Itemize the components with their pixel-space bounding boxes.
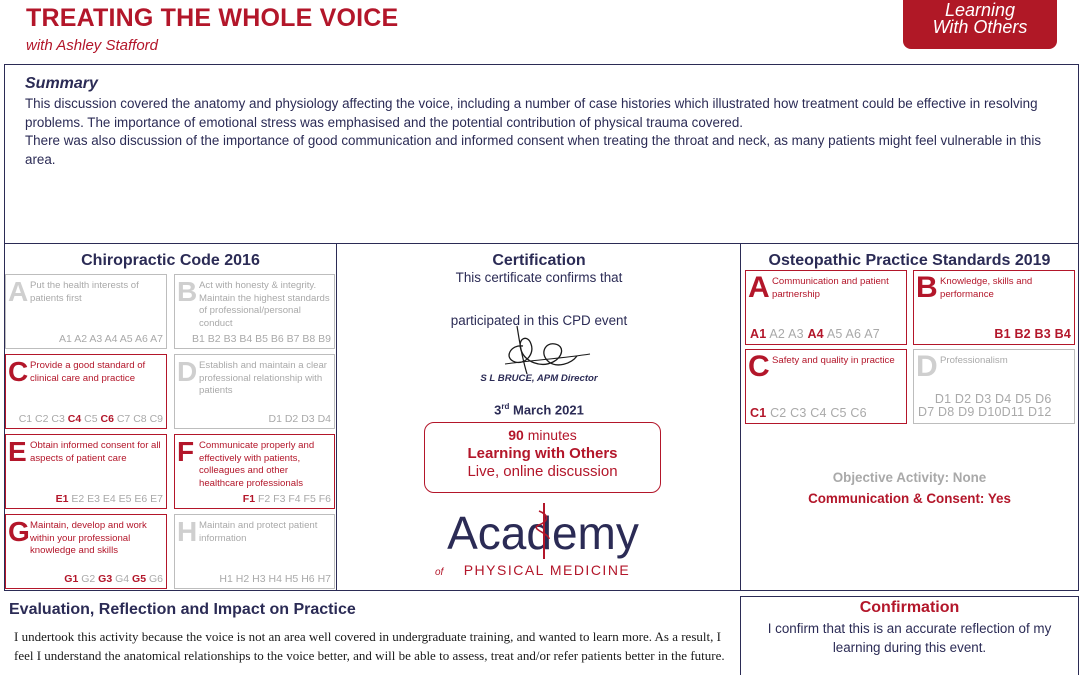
osteo-standard-description: Professionalism bbox=[940, 355, 1008, 366]
chiro-standard-code: B3 bbox=[223, 333, 237, 345]
chiro-standard-box-d bbox=[174, 354, 335, 429]
osteopathic-standards-panel bbox=[740, 243, 1079, 591]
chiro-standard-code: C7 bbox=[116, 413, 131, 425]
chiropractic-code-title: Chiropractic Code 2016 bbox=[81, 252, 260, 269]
participated-text: participated in this CPD event bbox=[450, 313, 628, 328]
summary-text bbox=[25, 95, 1065, 169]
badge-line-1: Learning bbox=[944, 0, 1016, 20]
chiro-standard-code: B2 bbox=[207, 333, 221, 345]
chiro-standard-code: G2 bbox=[81, 573, 96, 585]
chiro-standard-code: C3 bbox=[51, 413, 65, 425]
chiro-standard-code: H3 bbox=[252, 573, 266, 585]
chiro-standard-code: A7 bbox=[150, 333, 163, 345]
chiro-standard-letter: F bbox=[177, 436, 195, 467]
osteo-standard-description: Safety and quality in practice bbox=[772, 355, 895, 366]
osteo-standard-code: A3 bbox=[788, 327, 804, 341]
chiro-standard-box-f bbox=[174, 434, 335, 509]
chiro-standard-code: E3 bbox=[87, 493, 100, 505]
chiro-standard-description: Obtain informed consent for all aspects of patient care bbox=[30, 440, 161, 464]
chiro-standard-code: H1 bbox=[219, 573, 233, 585]
chiro-standard-codes bbox=[268, 413, 331, 425]
chiro-standard-code: E4 bbox=[102, 493, 116, 505]
chiro-standard-code: H4 bbox=[268, 573, 282, 585]
chiro-standard-letter: H bbox=[177, 516, 198, 547]
chiro-standard-code: E7 bbox=[150, 493, 163, 505]
event-details-box bbox=[424, 422, 661, 493]
osteo-standard-code: C1 bbox=[750, 406, 767, 420]
osteo-standard-code: A7 bbox=[864, 327, 880, 341]
event-organiser: Learning with Others bbox=[467, 445, 618, 462]
chiro-standard-code: E2 bbox=[71, 493, 85, 505]
osteo-standard-code: B3 bbox=[1034, 327, 1051, 341]
chiro-standard-code: A4 bbox=[104, 333, 118, 345]
chiro-standard-code: B1 bbox=[192, 333, 205, 345]
objective-activity: Objective Activity: None bbox=[832, 470, 987, 485]
osteo-standard-code: C2 bbox=[770, 406, 787, 420]
communication-consent: Communication & Consent: Yes bbox=[808, 491, 1011, 506]
osteo-standard-code: A5 bbox=[826, 327, 843, 341]
chiro-standard-code: C1 bbox=[18, 413, 33, 425]
chiro-standard-code: B6 bbox=[270, 333, 284, 345]
chiro-standard-description: Communicate properly and effectively with patients, colleagues and other healthcare professionals bbox=[199, 440, 315, 489]
osteo-standard-code: A6 bbox=[845, 327, 862, 341]
osteo-standard-code: A4 bbox=[807, 327, 824, 341]
logo-physical-medicine: PHYSICAL MEDICINE bbox=[463, 562, 631, 578]
chiro-standard-code: A3 bbox=[89, 333, 103, 345]
evaluation-heading: Evaluation, Reflection and Impact on Practice bbox=[9, 601, 356, 618]
chiro-standard-code: E1 bbox=[55, 493, 69, 505]
chiro-standard-description: Establish and maintain a clear professional relationship with patients bbox=[199, 360, 327, 396]
chiro-standard-box-a bbox=[5, 274, 167, 349]
chiro-standard-description: Maintain, develop and work within your professional knowledge and skills bbox=[30, 520, 147, 556]
osteo-standard-codes bbox=[750, 406, 867, 420]
chiro-standard-codes bbox=[19, 413, 163, 425]
director-signature bbox=[465, 324, 615, 376]
chiro-standard-codes bbox=[192, 333, 331, 345]
presenter-subtitle: with Ashley Stafford bbox=[26, 37, 159, 54]
chiro-standard-letter: A bbox=[8, 276, 29, 307]
osteo-standard-code: B1 bbox=[994, 327, 1011, 341]
chiro-standard-codes bbox=[59, 333, 163, 345]
osteo-standard-code: C6 bbox=[850, 406, 867, 420]
chiro-standard-code: G5 bbox=[132, 573, 147, 585]
document-title: TREATING THE WHOLE VOICE bbox=[26, 4, 399, 32]
chiro-standard-box-h bbox=[174, 514, 335, 589]
chiro-standard-code: F3 bbox=[273, 493, 286, 505]
confirmation-section bbox=[740, 596, 1079, 675]
chiro-standard-codes bbox=[64, 573, 163, 585]
chiro-standard-description: Put the health interests of patients first bbox=[30, 280, 139, 304]
chiro-standard-code: H2 bbox=[235, 573, 250, 585]
osteo-standard-codes-line-1: D1 D2 D3 D4 D5 D6 bbox=[934, 392, 1052, 406]
chiro-standard-code: A1 bbox=[59, 333, 72, 345]
osteo-standard-code: A2 bbox=[769, 327, 786, 341]
chiro-standard-code: A6 bbox=[134, 333, 148, 345]
chiro-standard-code: F1 bbox=[242, 493, 256, 505]
chiro-standard-codes bbox=[56, 493, 163, 505]
chiro-standard-code: G3 bbox=[98, 573, 113, 585]
chiro-standard-description: Maintain and protect patient information bbox=[199, 520, 318, 544]
badge-line-2: With Others bbox=[932, 17, 1028, 37]
chiro-standard-code: C9 bbox=[149, 413, 163, 425]
osteo-standard-letter: A bbox=[748, 271, 770, 304]
logo-of: of bbox=[435, 567, 444, 578]
osteo-standard-description: Knowledge, skills and performance bbox=[940, 276, 1033, 300]
osteo-standard-code: B2 bbox=[1014, 327, 1031, 341]
chiro-standard-code: C2 bbox=[35, 413, 49, 425]
chiro-standard-code: D1 bbox=[268, 413, 282, 425]
chiro-standard-letter: G bbox=[8, 516, 30, 547]
chiro-standard-code: G6 bbox=[148, 573, 163, 585]
chiro-standard-code: A5 bbox=[119, 333, 133, 345]
confirmation-text: I confirm that this is an accurate reflection of my learning during this event. bbox=[767, 621, 1052, 655]
chiro-standard-codes bbox=[219, 573, 331, 585]
chiro-standard-code: B7 bbox=[286, 333, 300, 345]
osteo-standard-letter: C bbox=[748, 350, 770, 383]
chiro-standard-code: F6 bbox=[318, 493, 331, 505]
chiro-standard-code: B9 bbox=[318, 333, 331, 345]
summary-paragraph-2: There was also discussion of the importance of good communication and informed consent when treating the throat and neck, as many patients might feel vulnerable in this area. bbox=[25, 133, 1042, 167]
chiro-standard-code: B8 bbox=[302, 333, 316, 345]
chiro-standard-code: C6 bbox=[100, 413, 114, 425]
signatory-name: S L BRUCE, APM Director bbox=[480, 373, 598, 384]
certification-panel bbox=[337, 243, 741, 591]
chiro-standard-code: C5 bbox=[84, 413, 98, 425]
chiro-standard-code: D3 bbox=[301, 413, 315, 425]
chiro-standard-code: B4 bbox=[239, 333, 253, 345]
chiro-standard-letter: C bbox=[8, 356, 29, 387]
event-format: Live, online discussion bbox=[467, 463, 618, 480]
osteo-standard-code: C3 bbox=[790, 406, 807, 420]
confirmation-heading: Confirmation bbox=[859, 599, 960, 616]
osteo-standard-codes bbox=[750, 327, 880, 341]
chiro-standard-box-b bbox=[174, 274, 335, 349]
chiro-standard-letter: E bbox=[8, 436, 27, 467]
osteo-standard-box-b bbox=[913, 270, 1075, 345]
chiro-standard-letter: D bbox=[177, 356, 198, 387]
osteo-standard-codes-line-2: D7 D8 D9 D10D11 D12 bbox=[918, 405, 1052, 419]
evaluation-text: I undertook this activity because the voice is not an area well covered in undergraduate training, and wanted to learn more. As a result, I feel I understand the anatomical relationships to the voice better, and will be able to assess, treat and/or refer patients better in the future. bbox=[14, 629, 725, 663]
chiro-standard-code: C4 bbox=[67, 413, 82, 425]
certificate-confirm-text: This certificate confirms that bbox=[455, 270, 623, 285]
chiro-standard-code: H5 bbox=[284, 573, 299, 585]
summary-paragraph-1: This discussion covered the anatomy and physiology affecting the voice, including a number of case histories which illustrated how treatment could be effective in resolving problems. The importance of emotional stress was emphasised and the potential contribution of physical trauma covered. bbox=[25, 96, 1038, 130]
chiro-standard-code: H7 bbox=[317, 573, 331, 585]
osteo-standard-codes bbox=[918, 393, 1052, 419]
chiro-standard-code: D4 bbox=[317, 413, 331, 425]
chiro-standard-code: F5 bbox=[303, 493, 316, 505]
chiro-standard-box-e bbox=[5, 434, 167, 509]
chiro-standard-description: Act with honesty & integrity. Maintain the highest standards of professional/personal conduct bbox=[199, 280, 330, 329]
osteo-standard-description: Communication and patient partnership bbox=[772, 276, 889, 300]
chiro-standard-box-g bbox=[5, 514, 167, 589]
osteo-standard-box-d bbox=[913, 349, 1075, 424]
osteo-standard-box-c bbox=[745, 349, 907, 424]
osteopathic-standards-title: Osteopathic Practice Standards 2019 bbox=[768, 252, 1051, 269]
certification-title: Certification bbox=[492, 252, 586, 269]
event-duration: 90 minutes bbox=[508, 427, 577, 443]
chiro-standard-code: F4 bbox=[288, 493, 301, 505]
chiro-standard-letter: B bbox=[177, 276, 198, 307]
osteo-standard-code: C4 bbox=[810, 406, 827, 420]
osteo-standard-codes bbox=[994, 327, 1071, 341]
chiro-standard-code: D2 bbox=[284, 413, 299, 425]
chiro-standard-codes bbox=[243, 493, 331, 505]
summary-heading: Summary bbox=[25, 75, 98, 92]
academy-of-physical-medicine-logo bbox=[425, 499, 661, 585]
summary-section bbox=[4, 64, 1079, 244]
event-date: 3rd March 2021 bbox=[494, 402, 584, 418]
chiro-standard-code: F2 bbox=[257, 493, 271, 505]
logo-academy-word: Academy bbox=[447, 507, 639, 559]
osteo-standard-code: B4 bbox=[1054, 327, 1071, 341]
osteo-standard-letter: D bbox=[916, 350, 938, 383]
chiro-standard-box-c bbox=[5, 354, 167, 429]
chiro-standard-description: Provide a good standard of clinical care and practice bbox=[30, 360, 146, 384]
osteo-standard-code: A1 bbox=[750, 327, 767, 341]
osteo-standard-box-a bbox=[745, 270, 907, 345]
osteo-standard-letter: B bbox=[916, 271, 938, 304]
chiro-standard-code: A2 bbox=[74, 333, 88, 345]
chiro-standard-code: B5 bbox=[255, 333, 268, 345]
chiro-standard-code: G4 bbox=[115, 573, 130, 585]
chiropractic-code-panel bbox=[4, 243, 337, 591]
chiro-standard-code: C8 bbox=[133, 413, 147, 425]
learning-with-others-badge bbox=[903, 0, 1057, 49]
osteo-standard-code: C5 bbox=[830, 406, 847, 420]
chiro-standard-code: E5 bbox=[118, 493, 132, 505]
chiro-standard-code: G1 bbox=[64, 573, 79, 585]
chiro-standard-code: E6 bbox=[134, 493, 148, 505]
chiro-standard-code: H6 bbox=[301, 573, 315, 585]
